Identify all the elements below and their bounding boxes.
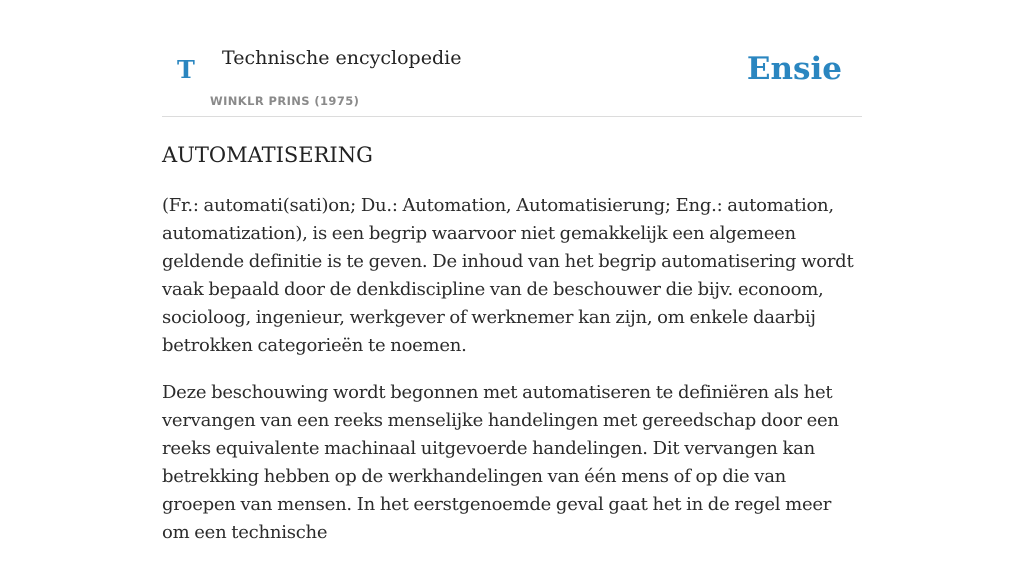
book-logo-icon[interactable]: T: [177, 55, 195, 84]
article-paragraph: Deze beschouwing wordt begonnen met automatiseren te definiëren als het vervangen van een reeks menselijke handelingen met gereedschap door een reeks equivalente machinaal uitgevoerde handelingen. Dit vervangen kan betrekking hebben op de werkhandelingen van één mens of op die van groepen van mensen. In het eerstgenoemde geval gaat het in de regel meer om een technische: [162, 382, 839, 543]
article-title: AUTOMATISERING: [162, 143, 373, 167]
book-source: WINKLR PRINS (1975): [210, 94, 360, 108]
ensie-logo[interactable]: Ensie: [746, 51, 842, 87]
header: [162, 0, 862, 117]
article: [162, 138, 862, 566]
article-paragraph: (Fr.: automati(sati)on; Du.: Automation, Automatisierung; Eng.: automation, automatization), is een begrip waarvoor niet gemakkelijk een algemeen geldende definitie is te geven. De inhoud van het begrip automatisering wordt vaak bepaald door de denkdiscipline van de beschouwer die bijv. econoom, socioloog, ingenieur, werkgever of werknemer kan zijn, om enkele daarbij betrokken categorieën te noemen.: [162, 195, 854, 356]
book-title-link[interactable]: Technische encyclopedie: [222, 47, 462, 69]
